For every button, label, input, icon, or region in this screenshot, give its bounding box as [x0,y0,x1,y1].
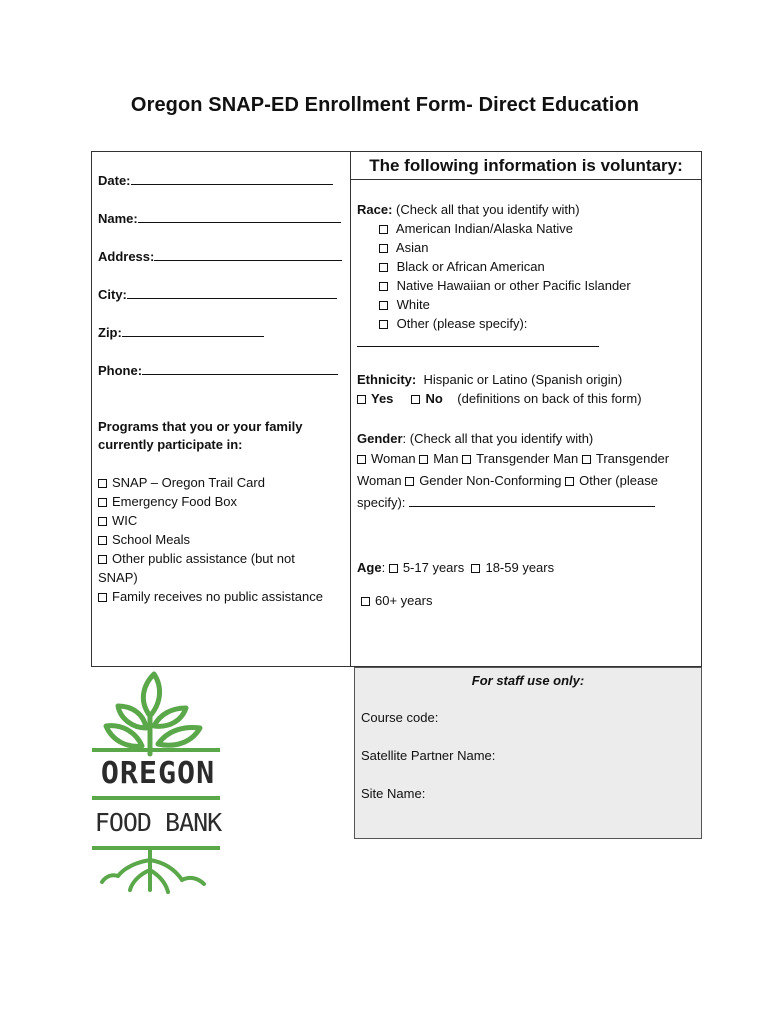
address-field[interactable] [98,248,342,264]
age-option-5-17[interactable]: 5-17 years [389,560,464,575]
program-option-other[interactable]: Other public assistance (but not [98,551,295,566]
program-option-school-meals[interactable]: School Meals [98,532,190,547]
voluntary-header: The following information is voluntary: [351,152,701,180]
checkbox-icon[interactable] [405,477,414,486]
checkbox-icon[interactable] [357,395,366,404]
checkbox-icon[interactable] [379,263,388,272]
name-line[interactable] [138,210,341,223]
programs-heading-line2: currently participate in: [98,437,243,452]
voluntary-info-section [351,151,702,667]
address-label: Address: [98,249,155,264]
date-line[interactable] [131,172,333,185]
race-option-black[interactable]: Black or African American [379,259,545,274]
program-option-wic[interactable]: WIC [98,513,137,528]
checkbox-icon[interactable] [379,244,388,253]
checkbox-icon[interactable] [98,555,107,564]
gender-specify[interactable]: specify): [357,494,655,510]
checkbox-icon[interactable] [462,455,471,464]
checkbox-icon[interactable] [357,455,366,464]
checkbox-icon[interactable] [411,395,420,404]
gender-options-row1 [357,451,669,466]
zip-field[interactable] [98,324,264,340]
city-line[interactable] [127,286,337,299]
race-other-line[interactable] [357,334,599,347]
staff-heading: For staff use only: [471,673,585,688]
program-option-snap[interactable]: SNAP – Oregon Trail Card [98,475,265,490]
ethnicity-option-yes[interactable]: Yes [357,391,393,406]
gender-option-other[interactable]: Other (please [565,473,658,488]
gender-options-row2: Woman Gender Non-Conforming Other (please [357,473,658,488]
program-option-other-cont: SNAP) [98,570,138,585]
race-option-asian[interactable]: Asian [379,240,428,255]
checkbox-icon[interactable] [379,320,388,329]
checkbox-icon[interactable] [379,225,388,234]
checkbox-icon[interactable] [389,564,398,573]
gender-specify-line[interactable] [409,494,655,507]
course-code-label: Course code: [361,710,439,725]
site-name-label: Site Name: [361,786,426,801]
checkbox-icon[interactable] [379,301,388,310]
phone-label: Phone: [98,363,143,378]
name-label: Name: [98,211,138,226]
ethnicity-question: Ethnicity: Hispanic or Latino (Spanish origin) [357,372,623,387]
programs-heading-line1: Programs that you or your family [98,419,303,434]
phone-line[interactable] [142,362,338,375]
logo-text-oregon: OREGON [100,756,216,791]
date-label: Date: [98,173,131,188]
checkbox-icon[interactable] [98,517,107,526]
checkbox-icon[interactable] [419,455,428,464]
city-field[interactable] [98,286,337,302]
city-label: City: [98,287,127,302]
ethnicity-note: (definitions on back of this form) [457,391,642,406]
age-option-18-59[interactable]: 18-59 years [471,560,554,575]
gender-option-trans-man[interactable]: Transgender Man [462,451,578,466]
age-option-60-plus[interactable]: 60+ years [361,593,432,608]
page-title: Oregon SNAP-ED Enrollment Form- Direct Education [130,94,640,116]
ethnicity-option-no[interactable]: No [411,391,442,406]
program-option-none[interactable]: Family receives no public assistance [98,589,323,604]
date-field[interactable] [98,172,333,188]
checkbox-icon[interactable] [379,282,388,291]
gender-option-woman[interactable]: Woman [357,451,416,466]
checkbox-icon[interactable] [98,536,107,545]
checkbox-icon[interactable] [98,498,107,507]
logo-text-food-bank: FOOD BANK [94,808,222,837]
program-option-food-box[interactable]: Emergency Food Box [98,494,237,509]
gender-option-nonconforming[interactable]: Gender Non-Conforming [405,473,561,488]
gender-option-trans-woman[interactable]: Transgender [582,451,669,466]
age-options-row1: Age: 5-17 years 18-59 years [357,560,555,575]
gender-option-man[interactable]: Man [419,451,458,466]
race-question: Race: (Check all that you identify with) [357,202,580,217]
checkbox-icon[interactable] [471,564,480,573]
race-option-other[interactable]: Other (please specify): [379,316,527,331]
checkbox-icon[interactable] [98,479,107,488]
satellite-partner-label: Satellite Partner Name: [361,748,496,763]
phone-field[interactable] [98,362,338,378]
name-field[interactable] [98,210,341,226]
ethnicity-options [357,391,642,406]
checkbox-icon[interactable] [361,597,370,606]
checkbox-icon[interactable] [98,593,107,602]
checkbox-icon[interactable] [565,477,574,486]
staff-use-section [354,667,702,839]
zip-line[interactable] [122,324,264,337]
personal-info-section [91,151,351,667]
race-option-white[interactable]: White [379,297,430,312]
zip-label: Zip: [98,325,122,340]
race-option-pacific-islander[interactable]: Native Hawaiian or other Pacific Islander [379,278,631,293]
address-line[interactable] [154,248,342,261]
gender-question: Gender: (Check all that you identify with) [357,431,594,446]
race-option-american-indian[interactable]: American Indian/Alaska Native [379,221,573,236]
oregon-food-bank-logo [88,670,228,895]
checkbox-icon[interactable] [582,455,591,464]
